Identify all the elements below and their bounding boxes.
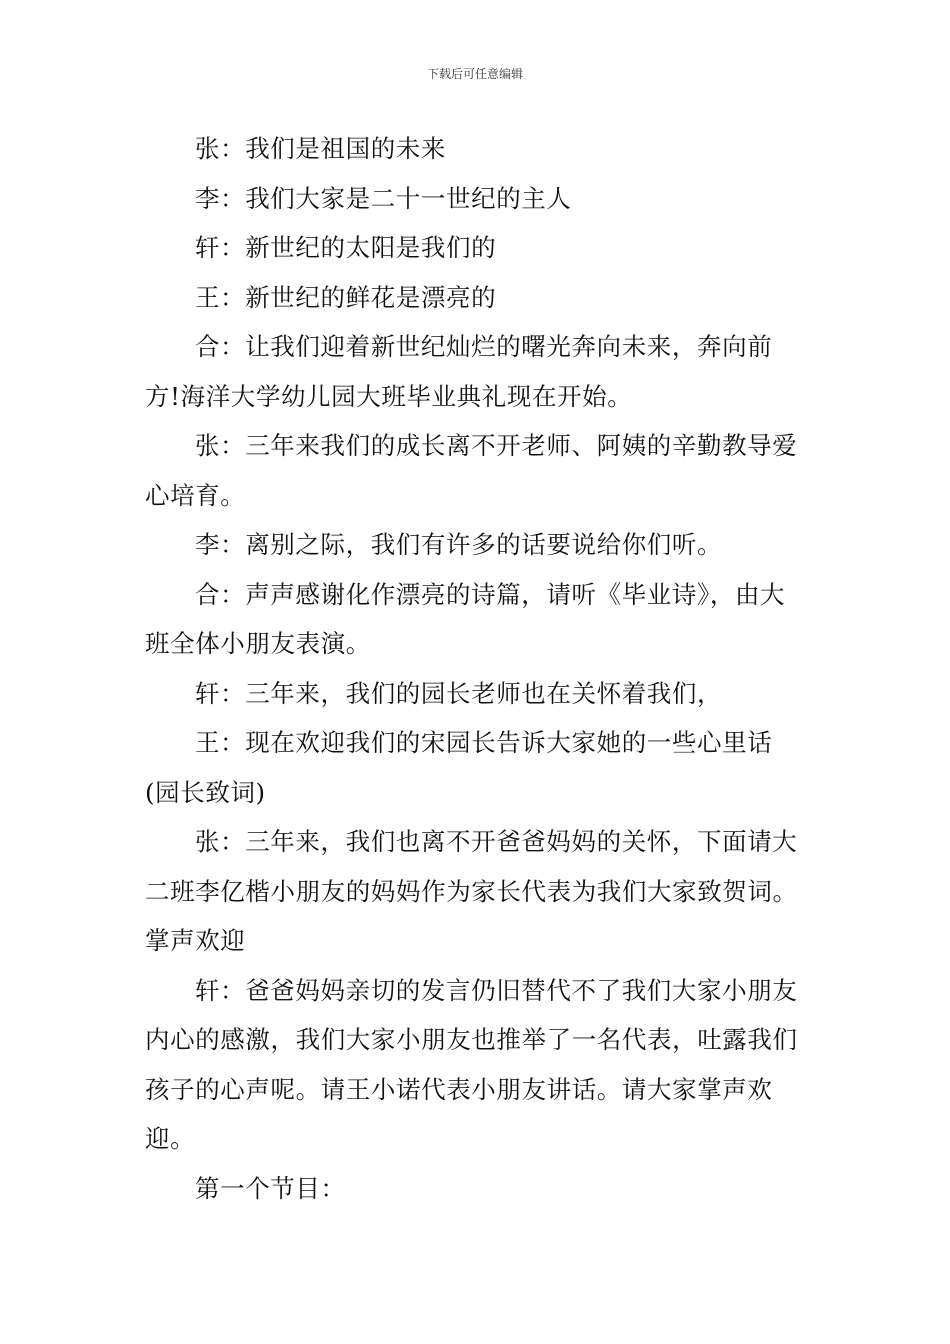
paragraph: 轩：三年来，我们的园长老师也在关怀着我们， — [195, 678, 723, 708]
paragraph: 第一个节目： — [195, 1173, 346, 1203]
paragraph: 王：现在欢迎我们的宋园长告诉大家她的一些心里话(园长致词) — [145, 728, 773, 807]
paragraph: 合：声声感谢化作漂亮的诗篇，请听《毕业诗》，由大班全体小朋友表演。 — [145, 579, 786, 658]
paragraph: 张：我们是祖国的未来 — [195, 134, 446, 163]
paragraph: 轩：爸爸妈妈亲切的发言仍旧替代不了我们大家小朋友内心的感激，我们大家小朋友也推举了一名代表，吐露我们孩子的心声呢。请王小诺代表小朋友讲话。请大家掌声欢迎。 — [145, 975, 798, 1153]
paragraph: 轩：新世纪的太阳是我们的 — [195, 233, 497, 262]
paragraph: 张：三年来，我们也离不开爸爸妈妈的关怀，下面请大二班李亿楷小朋友的妈妈作为家长代表为我们大家致贺词。掌声欢迎 — [145, 827, 798, 955]
paragraph: 李：离别之际，我们有许多的话要说给你们听。 — [195, 530, 723, 559]
paragraph: 李：我们大家是二十一世纪的主人 — [195, 183, 572, 213]
paragraph: 合：让我们迎着新世纪灿烂的曙光奔向未来，奔向前方!海洋大学幼儿园大班毕业典礼现在开始。 — [145, 332, 773, 411]
page-header: 下载后可任意编辑 — [426, 67, 523, 81]
paragraph: 张：三年来我们的成长离不开老师、阿姨的辛勤教导爱心培育。 — [145, 431, 798, 510]
paragraph: 王：新世纪的鲜花是漂亮的 — [195, 282, 497, 312]
document-body — [145, 124, 807, 1213]
